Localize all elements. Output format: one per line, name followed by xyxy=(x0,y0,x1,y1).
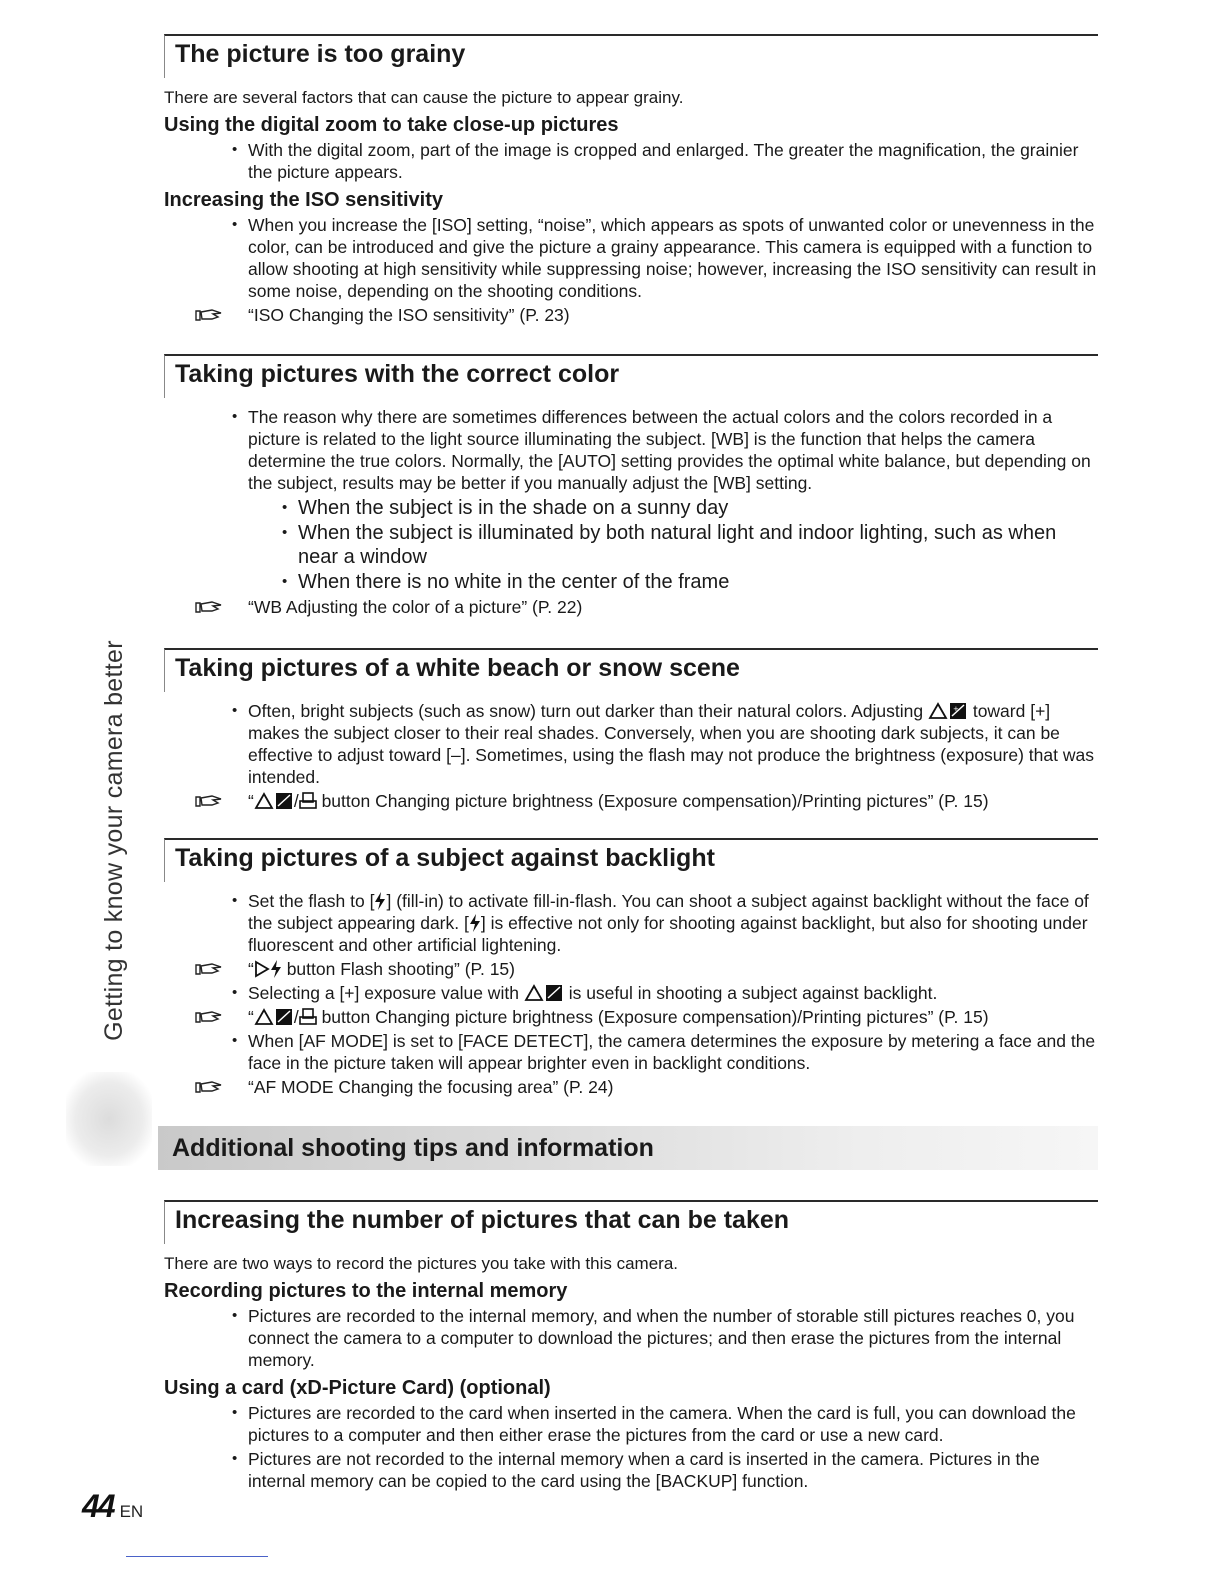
quote-mark: “ xyxy=(248,791,254,811)
section-white-beach xyxy=(158,648,1098,812)
section-grainy xyxy=(158,34,1098,326)
reference-hand-icon xyxy=(194,793,224,809)
bullet-text: ] is effective not only for shooting against backlight, but also for shooting under fluorescent and other artificial lightening. xyxy=(248,913,1088,955)
flash-icon xyxy=(374,892,386,910)
reference-text: button Flash shooting” (P. 15) xyxy=(286,959,515,979)
section-header xyxy=(164,838,1098,882)
section-title: Taking pictures of a white beach or snow scene xyxy=(175,654,740,682)
section-header xyxy=(164,354,1098,398)
bullet: • Pictures are recorded to the card when inserted in the camera. When the card is full, you can download the pictures to a computer and then either erase the pictures from the card or use a new card. xyxy=(230,1402,1098,1446)
bullet: • The reason why there are sometimes differences between the actual colors and the colors recorded in a picture is related to the light source illuminating the subject. [WB] is the function that helps the camera determine the true colors. Normally, the [AUTO] setting provides the optimal white balance, but depending on the subject, results may be better if you manually adjust the [WB] setting. xyxy=(230,406,1098,494)
bullet-list xyxy=(158,1030,1098,1074)
section-header xyxy=(164,34,1098,78)
reference-link[interactable] xyxy=(158,958,1098,980)
bullet-text: Often, bright subjects (such as snow) turn out darker than their natural colors. Adjusting xyxy=(248,701,924,721)
bullet-text: Set the flash to [ xyxy=(248,891,375,911)
reference-link[interactable] xyxy=(158,304,1098,326)
play-triangle-icon xyxy=(254,960,270,978)
reference-link[interactable] xyxy=(158,596,1098,618)
section-header xyxy=(164,1200,1098,1244)
intro-text: There are several factors that can cause the picture to appear grainy. xyxy=(164,88,684,107)
bullet: • Pictures are recorded to the internal memory, and when the number of storable still pictures reaches 0, you connect the camera to a computer to download the pictures; and then erase the pictures from the internal memory. xyxy=(230,1305,1098,1371)
side-tab-shade xyxy=(66,1072,152,1166)
reference-text: button Changing picture brightness (Exposure compensation)/Printing pictures” (P. 15) xyxy=(321,1007,989,1027)
bullet-list xyxy=(158,1402,1098,1492)
exposure-compensation-icon xyxy=(254,1008,294,1026)
section-correct-color xyxy=(158,354,1098,618)
reference-link[interactable] xyxy=(158,1076,1098,1098)
bullet xyxy=(230,890,1098,956)
page-number xyxy=(82,1488,143,1525)
sub-bullet-list xyxy=(158,496,1098,594)
section-title: The picture is too grainy xyxy=(175,40,466,68)
subheading: Using the digital zoom to take close-up pictures xyxy=(164,114,619,136)
footer-rule xyxy=(126,1556,268,1557)
reference-link[interactable]: “ / button Changing picture brightness (Exposure compensation)/Printing pictures” (P. 15) xyxy=(158,790,1098,812)
svg-text:+: + xyxy=(952,705,959,713)
bullet-list xyxy=(158,139,1098,183)
bullet: • When [AF MODE] is set to [FACE DETECT], the camera determines the exposure by metering a face and the face in the picture taken will appear brighter even in backlight conditions. xyxy=(230,1030,1098,1074)
bullet-list xyxy=(158,214,1098,302)
language-code: EN xyxy=(119,1502,144,1521)
bullet-text: toward [+] makes the subject closer to their real shades. Conversely, when you are shooting dark subjects, it can be effective to adjust toward [–]. Sometimes, using the flash may not produce the brightness (exposure) that was intended. xyxy=(248,701,1094,787)
subheading: Using a card (xD-Picture Card) (optional) xyxy=(164,1377,551,1399)
reference-text: “ISO Changing the ISO sensitivity” (P. 23) xyxy=(248,305,570,325)
exposure-compensation-icon xyxy=(524,984,564,1002)
bullet xyxy=(230,982,1098,1004)
section-title: Taking pictures with the correct color xyxy=(175,360,620,388)
print-icon xyxy=(299,792,317,810)
page-content xyxy=(158,34,1098,1494)
reference-text: “AF MODE Changing the focusing area” (P. 24) xyxy=(248,1077,614,1097)
reference-hand-icon xyxy=(194,1079,224,1095)
subheading: Increasing the ISO sensitivity xyxy=(164,189,443,211)
chapter-band-heading xyxy=(158,1126,1098,1170)
bullet-list xyxy=(158,1305,1098,1371)
section-header xyxy=(164,648,1098,692)
bullet-text: Selecting a [+] exposure value with xyxy=(248,983,519,1003)
section-increase-pictures xyxy=(158,1200,1098,1492)
bullet: • With the digital zoom, part of the image is cropped and enlarged. The greater the magnification, the grainier the picture appears. xyxy=(230,139,1098,183)
page-number-value: 44 xyxy=(82,1488,114,1524)
exposure-compensation-icon xyxy=(928,702,968,720)
reference-hand-icon xyxy=(194,599,224,615)
reference-text: “WB Adjusting the color of a picture” (P. 22) xyxy=(248,597,583,617)
sub-bullet: • When the subject is illuminated by both natural light and indoor lighting, such as when near a window xyxy=(280,521,1098,569)
reference-text: button Changing picture brightness (Exposure compensation)/Printing pictures” (P. 15) xyxy=(321,791,989,811)
quote-mark: “ xyxy=(248,959,254,979)
print-icon xyxy=(299,1008,317,1026)
side-tab xyxy=(96,620,132,1060)
bullet: • When you increase the [ISO] setting, “noise”, which appears as spots of unwanted color or unevenness in the color, can be introduced and give the picture a grainy appearance. This camera is equipped with a function to allow shooting at high sensitivity while suppressing noise; however, increasing the ISO sensitivity can result in some noise, depending on the shooting conditions. xyxy=(230,214,1098,302)
section-backlight xyxy=(158,838,1098,1098)
reference-link[interactable]: “ / button Changing picture brightness (Exposure compensation)/Printing pictures” (P. 15) xyxy=(158,1006,1098,1028)
bullet: • Pictures are not recorded to the internal memory when a card is inserted in the camera. Pictures in the internal memory can be copied to the card using the [BACKUP] function. xyxy=(230,1448,1098,1492)
bullet xyxy=(230,700,1098,788)
bullet-text: ] (fill-in) to activate fill-in-flash. You can shoot a subject against backlight without the face of the subject appearing dark. [ xyxy=(248,891,1089,933)
subheading: Recording pictures to the internal memory xyxy=(164,1280,568,1302)
bullet-list xyxy=(158,406,1098,494)
flash-icon xyxy=(469,914,481,932)
reference-hand-icon xyxy=(194,307,224,323)
sub-bullet: • When the subject is in the shade on a sunny day xyxy=(280,496,1098,520)
bullet-list xyxy=(158,890,1098,956)
intro-text: There are two ways to record the pictures you take with this camera. xyxy=(164,1254,679,1273)
bullet-list xyxy=(158,982,1098,1004)
section-title: Increasing the number of pictures that can be taken xyxy=(175,1206,790,1234)
reference-hand-icon xyxy=(194,961,224,977)
side-tab-label: Getting to know your camera better xyxy=(99,639,128,1041)
exposure-compensation-icon xyxy=(254,792,294,810)
bullet-list xyxy=(158,700,1098,788)
flash-icon xyxy=(270,960,282,978)
reference-hand-icon xyxy=(194,1009,224,1025)
band-title: Additional shooting tips and information xyxy=(172,1134,654,1162)
quote-mark: “ xyxy=(248,1007,254,1027)
bullet-text: is useful in shooting a subject against backlight. xyxy=(568,983,938,1003)
sub-bullet: • When there is no white in the center of the frame xyxy=(280,570,1098,594)
section-title: Taking pictures of a subject against backlight xyxy=(175,844,715,872)
